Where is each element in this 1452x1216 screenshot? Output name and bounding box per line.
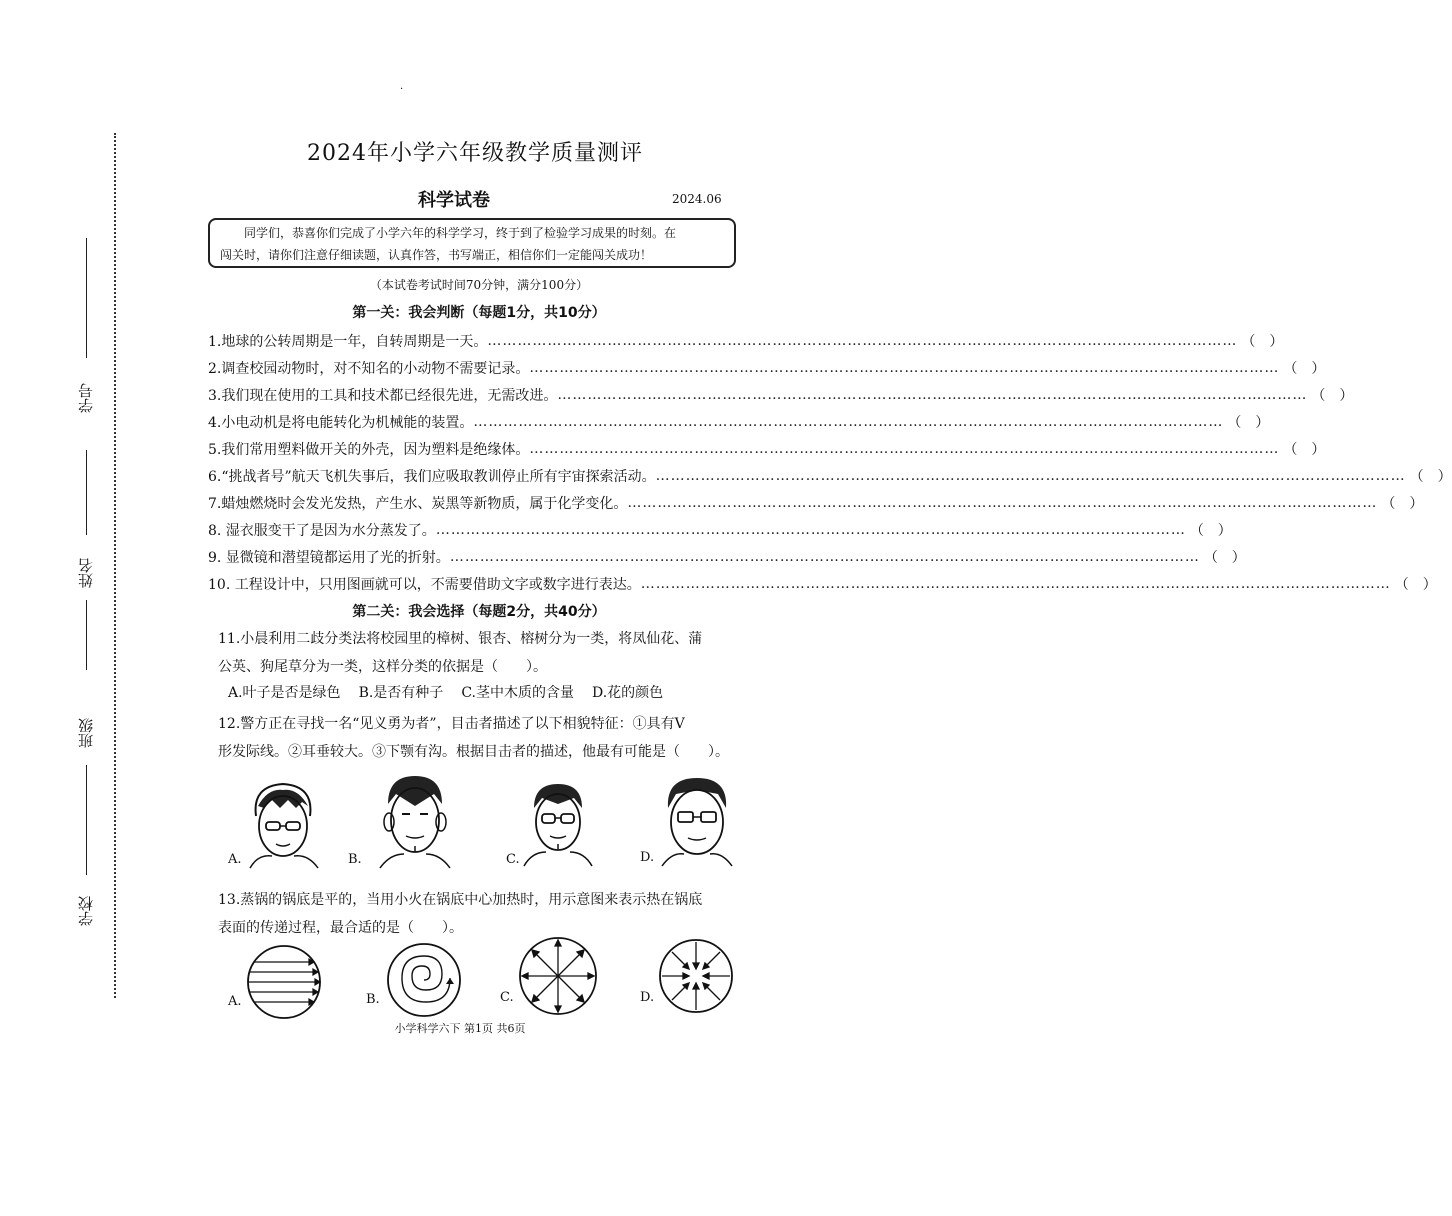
question-13 — [218, 886, 738, 942]
q12-option-b[interactable]: B. — [348, 852, 362, 867]
answer-paren[interactable]: （ ） — [1241, 333, 1284, 350]
q13-line-2: 表面的传递过程，最合适的是（ ）。 — [218, 920, 463, 936]
q13-line-1: 13.蒸锅的锅底是平的，当用小火在锅底中心加热时，用示意图来表示热在锅底 — [218, 892, 703, 908]
time-info: （本试卷考试时间70分钟，满分100分） — [369, 278, 589, 292]
answer-paren[interactable]: （ ） — [1409, 468, 1452, 485]
section2-title: 第二关：我会选择（每题2分，共40分） — [352, 604, 606, 620]
q13-option-c[interactable]: C. — [500, 990, 514, 1005]
scan-dot: · — [400, 84, 404, 95]
q11-line-1: 11.小晨利用二歧分类法将校园里的樟树、银杏、榕树分为一类，将凤仙花、蒲 — [218, 631, 703, 647]
answer-paren[interactable]: （ ） — [1283, 441, 1326, 458]
section1-title: 第一关：我会判断（每题1分，共10分） — [352, 305, 606, 321]
heat-diagram-c — [516, 934, 600, 1018]
tf-item-3: 3.我们现在使用的工具和技术都已经很先进，无需改进。 …………………………………………………………………………………………………………………………………… （ ） — [208, 381, 748, 408]
heat-diagram-a — [244, 942, 324, 1022]
class-label: 班级 — [77, 718, 95, 748]
student-no-field[interactable] — [78, 238, 118, 418]
heat-diagram-b — [384, 940, 464, 1020]
tf-item-10: 10. 工程设计中，只用图画就可以，不需要借助文字或数字进行表达。 …………………………………………………………………………………………………………………………………… （ ） — [208, 570, 748, 597]
q12-line-1: 12.警方正在寻找一名“见义勇为者”，目击者描述了以下相貌特征：①具有V — [218, 716, 685, 732]
tf-item-4: 4.小电动机是将电能转化为机械能的装置。 …………………………………………………………………………………………………………………………………… （ ） — [208, 408, 748, 435]
q11-option-b[interactable]: B.是否有种子 — [358, 685, 444, 701]
name-blank — [86, 450, 87, 535]
q13-option-b[interactable]: B. — [366, 992, 380, 1007]
notice-box — [208, 218, 736, 268]
school-label: 学校 — [77, 896, 95, 926]
q13-option-d[interactable]: D. — [640, 990, 655, 1005]
q12-option-d[interactable]: D. — [640, 850, 655, 865]
face-c-illustration — [518, 776, 598, 866]
q12-option-c[interactable]: C. — [506, 852, 520, 867]
question-12 — [218, 710, 738, 766]
student-no-label: 学号 — [77, 383, 95, 413]
heat-diagram-d — [656, 936, 736, 1016]
page-footer: 小学科学六下 第1页 共6页 — [394, 1022, 526, 1035]
exam-date: 2024.06 — [672, 192, 722, 206]
answer-paren[interactable]: （ ） — [1227, 414, 1270, 431]
q12-line-2: 形发际线。②耳垂较大。③下颚有沟。根据目击者的描述，他最有可能是（ ）。 — [218, 744, 729, 760]
notice-line-1: 同学们，恭喜你们完成了小学六年的科学学习，终于到了检验学习成果的时刻。在 — [244, 226, 677, 240]
q11-option-c[interactable]: C.茎中木质的含量 — [461, 685, 574, 701]
tf-item-1: 1.地球的公转周期是一年，自转周期是一天。 …………………………………………………………………………………………………………………………………… （ ） — [208, 327, 748, 354]
answer-paren[interactable]: （ ） — [1283, 360, 1326, 377]
face-d-illustration — [652, 772, 742, 866]
q11-option-d[interactable]: D.花的颜色 — [591, 685, 664, 701]
q13-option-a[interactable]: A. — [228, 994, 242, 1009]
name-label: 姓名 — [77, 558, 95, 588]
tf-item-7: 7.蜡烛燃烧时会发光发热，产生水、炭黑等新物质，属于化学变化。 …………………………………………………………………………………………………………………………………… （ ） — [208, 489, 748, 516]
notice-line-2: 闯关时，请你们注意仔细读题，认真作答，书写端正，相信你们一定能闯关成功！ — [220, 248, 653, 262]
tf-item-8: 8. 湿衣服变干了是因为水分蒸发了。 …………………………………………………………………………………………………………………………………… （ ） — [208, 516, 748, 543]
exam-subtitle: 科学试卷 — [418, 190, 490, 211]
q11-line-2: 公英、狗尾草分为一类，这样分类的依据是（ ）。 — [218, 659, 547, 675]
answer-paren[interactable]: （ ） — [1311, 387, 1354, 404]
q11-option-a[interactable]: A.叶子是否是绿色 — [228, 685, 341, 701]
class-blank — [86, 765, 87, 875]
face-b-illustration — [370, 770, 460, 868]
q11-options — [228, 682, 748, 702]
tf-item-5: 5.我们常用塑料做开关的外壳，因为塑料是绝缘体。 …………………………………………………………………………………………………………………………………… （ ） — [208, 435, 748, 462]
exam-title: 2024年小学六年级教学质量测评 — [307, 141, 643, 166]
true-false-list — [208, 327, 1452, 597]
answer-paren[interactable]: （ ） — [1203, 549, 1246, 566]
answer-paren[interactable]: （ ） — [1394, 576, 1437, 593]
answer-paren[interactable]: （ ） — [1381, 495, 1424, 512]
student-no-blank — [86, 238, 87, 358]
tf-item-9: 9. 显微镜和潜望镜都运用了光的折射。 …………………………………………………………………………………………………………………………………… （ ） — [208, 543, 748, 570]
tf-item-6: 6.“挑战者号”航天飞机失事后，我们应吸取教训停止所有宇宙探索活动。 …………………………………………………………………………………………………………………………………… （ ） — [208, 462, 748, 489]
face-a-illustration — [238, 776, 328, 868]
answer-paren[interactable]: （ ） — [1189, 522, 1232, 539]
question-11 — [218, 625, 738, 681]
school-field[interactable] — [78, 886, 118, 936]
class-field[interactable] — [78, 690, 118, 810]
tf-item-2: 2.调查校园动物时，对不知名的小动物不需要记录。 …………………………………………………………………………………………………………………………………… （ ） — [208, 354, 748, 381]
q12-option-a[interactable]: A. — [228, 852, 242, 867]
